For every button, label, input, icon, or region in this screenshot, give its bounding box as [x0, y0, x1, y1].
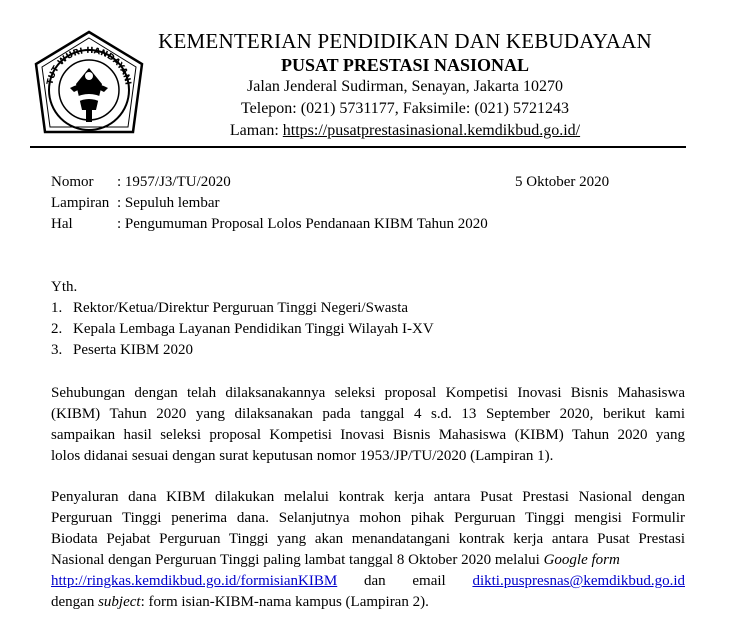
- meta-hal: [51, 214, 488, 235]
- recipient-text: Rektor/Ketua/Direktur Perguruan Tinggi Negeri/Swasta: [73, 300, 409, 316]
- paragraph-2: [51, 487, 685, 613]
- header-divider: [30, 146, 686, 148]
- letterhead: [150, 28, 660, 142]
- paragraph-1: [51, 383, 685, 467]
- recipient-num: 2.: [51, 321, 63, 337]
- nomor-label: Nomor: [51, 174, 94, 190]
- p1-line: lolos didanai sesuai dengan surat keputusan nomor 1953/JP/TU/2020 (Lampiran 1).: [51, 448, 554, 464]
- hal-value: : Pengumuman Proposal Lolos Pendanaan KIBM Tahun 2020: [117, 216, 488, 232]
- p1-line: Sehubungan dengan telah dilaksanakannya seleksi proposal Kompetisi Inovasi Bisnis Mahasiswa: [51, 385, 685, 401]
- p2-line: Biodata Pejabat Perguruan Tinggi yang akan menandatangani kontrak kerja antara Pusat Prestasi: [51, 531, 685, 547]
- meta-nomor: [51, 172, 231, 193]
- form-link[interactable]: http://ringkas.kemdikbud.go.id/formisianKIBM: [51, 573, 338, 589]
- website-line: [150, 120, 660, 142]
- recipient-item: [51, 298, 685, 319]
- lampiran-value: : Sepuluh lembar: [117, 195, 220, 211]
- meta-lampiran: [51, 193, 219, 214]
- recipient-item: [51, 319, 685, 340]
- ministry-name: KEMENTERIAN PENDIDIKAN DAN KEBUDAYAAN: [158, 29, 652, 53]
- recipient-text: Kepala Lembaga Layanan Pendidikan Tinggi Wilayah I-XV: [73, 321, 434, 337]
- p2-line: Penyaluran dana KIBM dilakukan melalui kontrak kerja antara Pusat Prestasi Nasional dengan: [51, 489, 685, 505]
- hal-label: Hal: [51, 216, 73, 232]
- p2-line: [51, 592, 685, 613]
- p2-text: : form isian-KIBM-nama kampus (Lampiran 2).: [140, 594, 429, 610]
- phone-fax: Telepon: (021) 5731177, Faksimile: (021) 5721243: [240, 100, 570, 117]
- email-link[interactable]: dikti.puspresnas@kemdikbud.go.id: [472, 573, 685, 589]
- address: Jalan Jenderal Sudirman, Senayan, Jakarta 10270: [247, 78, 563, 95]
- and-text: dan: [363, 573, 386, 589]
- greeting: Yth.: [51, 279, 78, 295]
- p2-line-links: [51, 571, 685, 592]
- website-link[interactable]: https://pusatprestasinasional.kemdikbud.go.id/: [282, 122, 581, 139]
- email-label: email: [412, 573, 446, 589]
- institution-name: PUSAT PRESTASI NASIONAL: [280, 55, 530, 75]
- recipient-text: Peserta KIBM 2020: [73, 342, 193, 358]
- recipient-num: 3.: [51, 342, 63, 358]
- letter-date: 5 Oktober 2020: [515, 174, 610, 190]
- p2-line: Perguruan Tinggi penerima dana. Selanjutnya mohon pihak Perguruan Tinggi mengisi Formulir: [51, 510, 685, 526]
- nomor-value: : 1957/J3/TU/2020: [117, 174, 231, 190]
- google-form-text: Google form: [543, 552, 620, 568]
- p2-text: dengan: [51, 594, 99, 610]
- recipient-item: [51, 340, 685, 361]
- p1-line: (KIBM) Tahun 2020 yang dilaksanakan pada tanggal 4 s.d. 13 September 2020, berikut kami: [51, 406, 685, 422]
- p1-line: sampaikan hasil seleksi proposal Kompetisi Inovasi Bisnis Mahasiswa (KIBM) Tahun 2020 yang: [51, 427, 685, 443]
- lampiran-label: Lampiran: [51, 195, 110, 211]
- p2-text: Nasional dengan Perguruan Tinggi paling lambat tanggal 8 Oktober 2020 melalui: [51, 552, 544, 568]
- website-label: Laman:: [229, 122, 283, 139]
- recipients: [51, 277, 685, 361]
- logo-motto: TUT WURI HANDAYANI: [45, 45, 133, 86]
- recipient-num: 1.: [51, 300, 63, 316]
- p2-line: [51, 550, 685, 571]
- tut-wuri-handayani-logo: [30, 28, 148, 146]
- subject-text: subject: [98, 594, 141, 610]
